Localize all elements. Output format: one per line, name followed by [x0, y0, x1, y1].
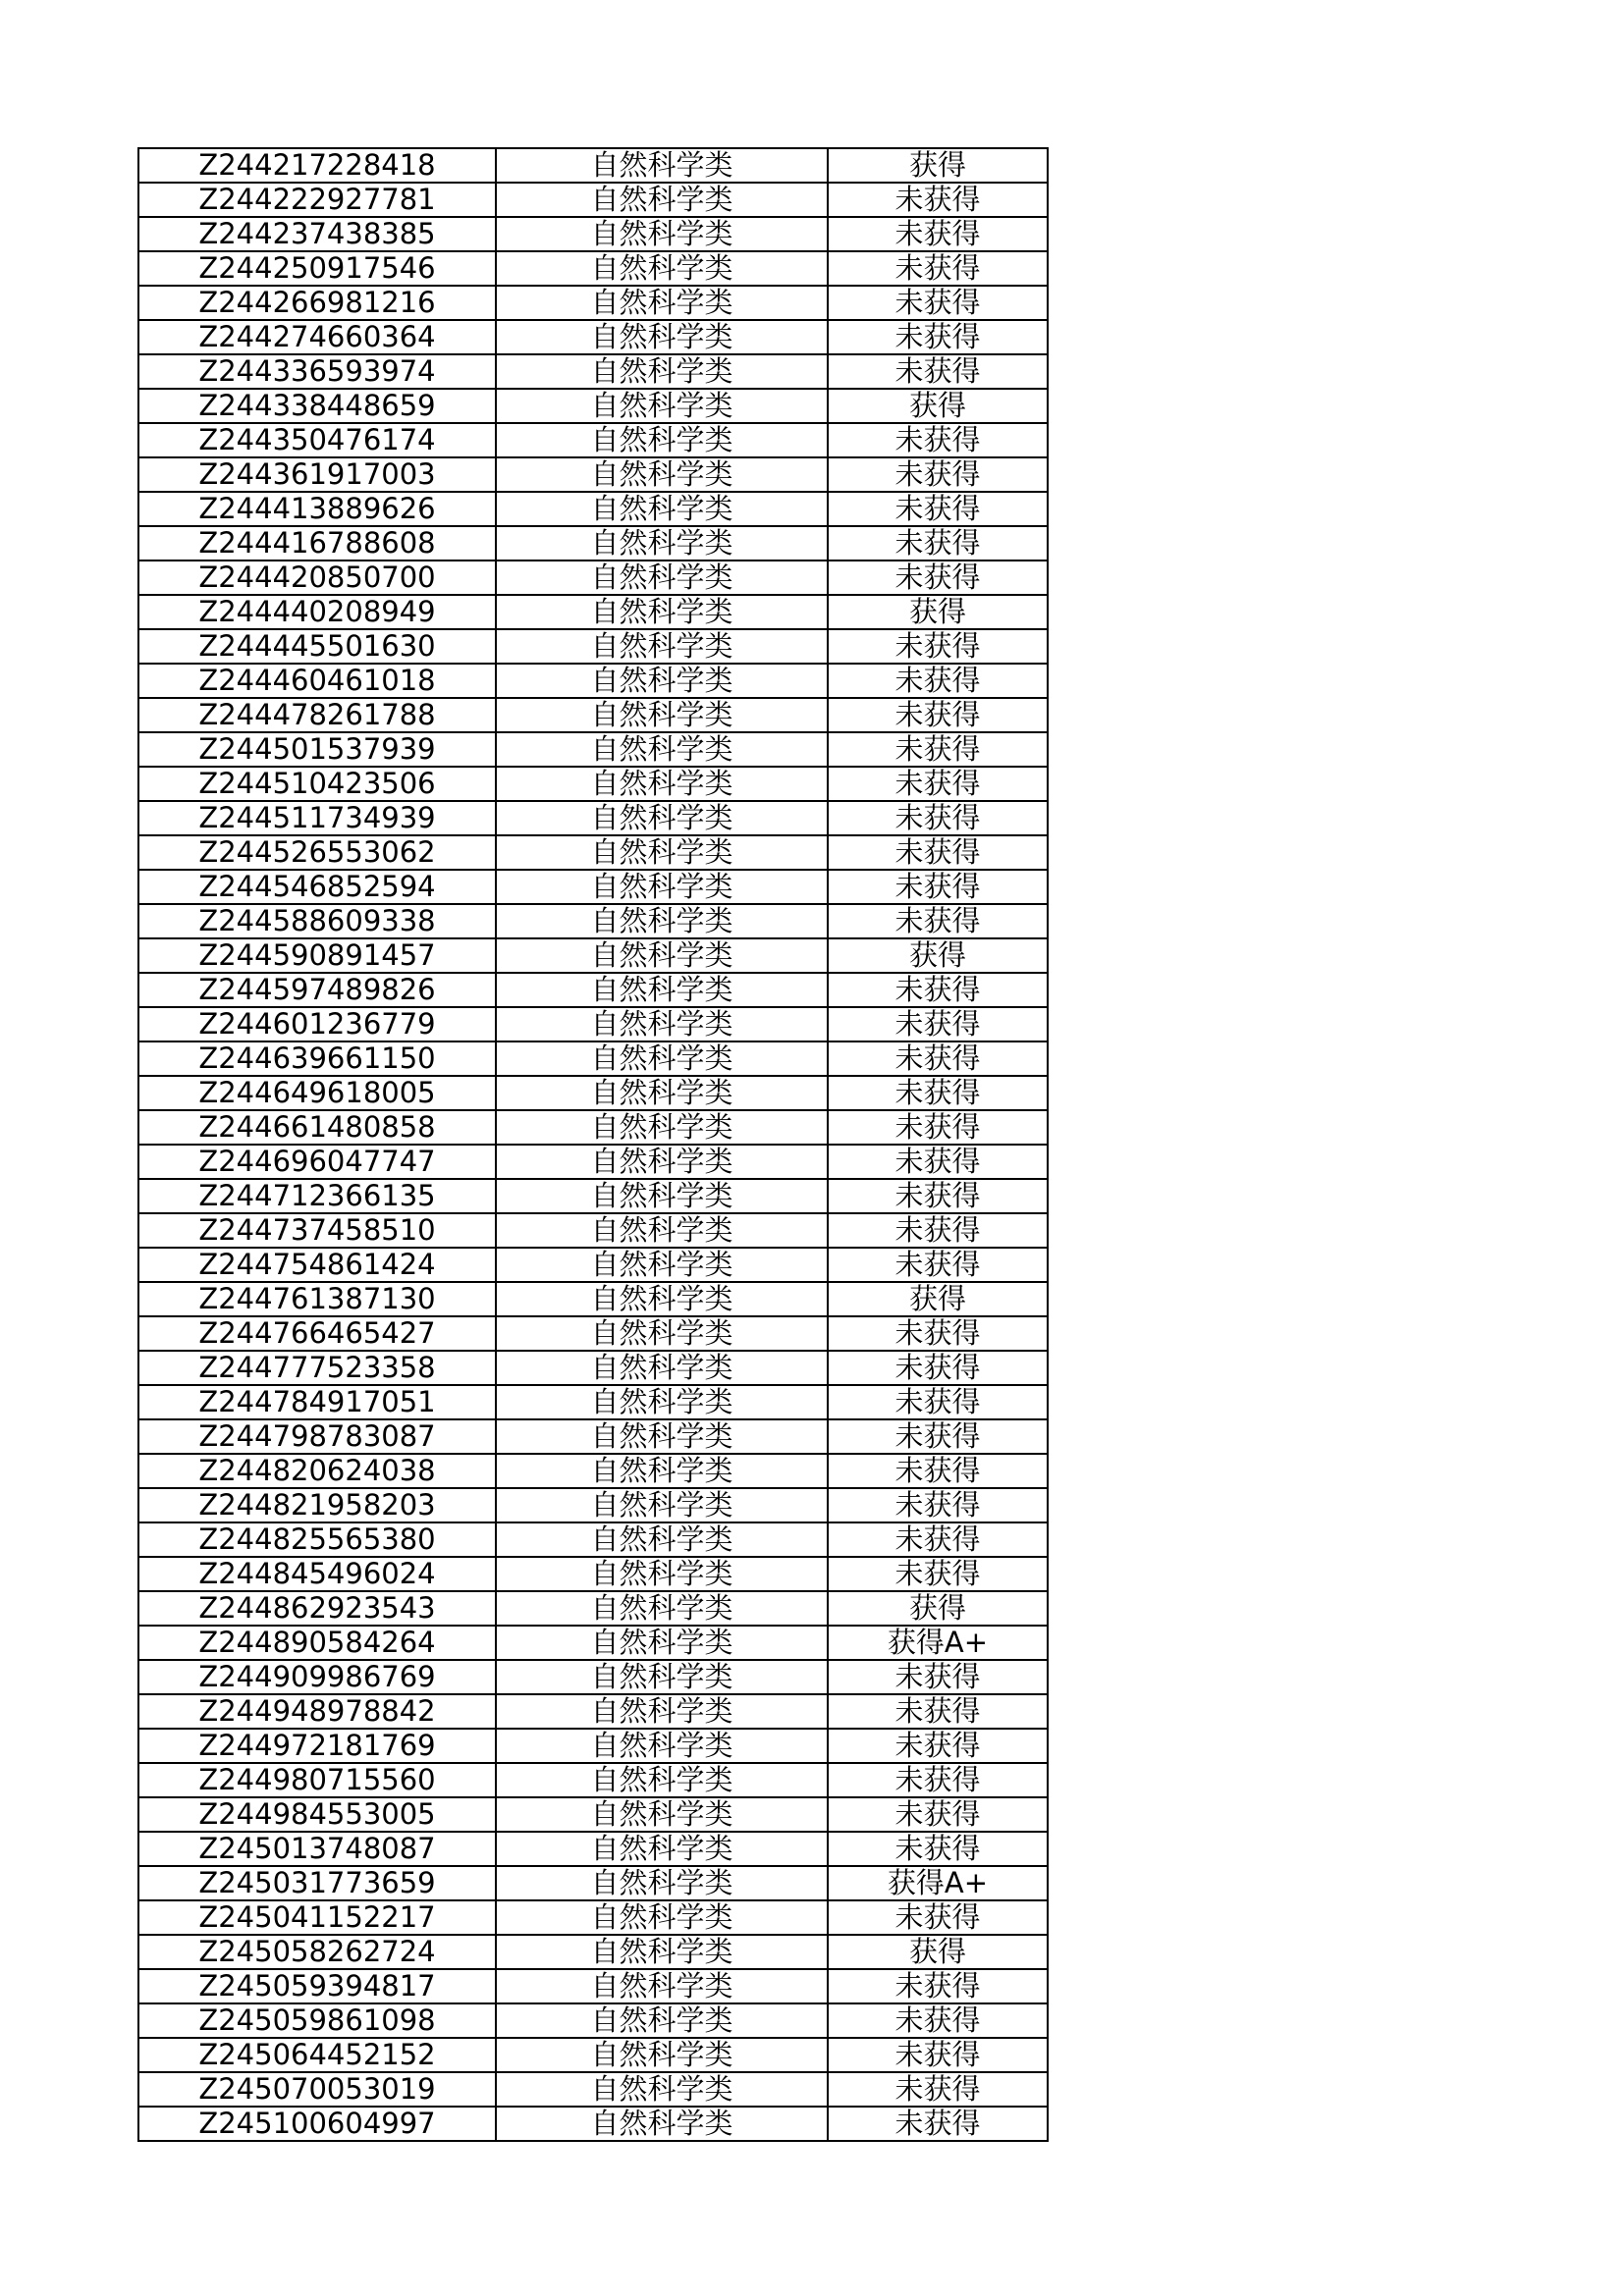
- cell-category: 自然科学类: [496, 183, 828, 217]
- table-row: [138, 1145, 1048, 1179]
- cell-id: Z244777523358: [138, 1351, 496, 1385]
- cell-id: Z245058262724: [138, 1935, 496, 1969]
- cell-id: Z244639661150: [138, 1041, 496, 1076]
- table-row: [138, 423, 1048, 457]
- cell-id: Z244420850700: [138, 561, 496, 595]
- table-row: [138, 354, 1048, 389]
- cell-category: 自然科学类: [496, 1900, 828, 1935]
- cell-id: Z244460461018: [138, 664, 496, 698]
- cell-id: Z245070053019: [138, 2072, 496, 2107]
- cell-category: 自然科学类: [496, 938, 828, 973]
- table-row: [138, 183, 1048, 217]
- cell-id: Z244597489826: [138, 973, 496, 1007]
- table-row: [138, 1213, 1048, 1248]
- cell-result: 未获得: [828, 1145, 1048, 1179]
- table-row: [138, 2072, 1048, 2107]
- cell-category: 自然科学类: [496, 870, 828, 904]
- cell-category: 自然科学类: [496, 1729, 828, 1763]
- cell-result: 未获得: [828, 1763, 1048, 1797]
- cell-id: Z244761387130: [138, 1282, 496, 1316]
- cell-category: 自然科学类: [496, 1282, 828, 1316]
- cell-result: 未获得: [828, 629, 1048, 664]
- cell-result: 未获得: [828, 801, 1048, 835]
- cell-category: 自然科学类: [496, 1522, 828, 1557]
- cell-result: 未获得: [828, 457, 1048, 492]
- cell-category: 自然科学类: [496, 2038, 828, 2072]
- cell-id: Z244890584264: [138, 1626, 496, 1660]
- cell-category: 自然科学类: [496, 2072, 828, 2107]
- table-row: [138, 1351, 1048, 1385]
- cell-id: Z244274660364: [138, 320, 496, 354]
- cell-id: Z244754861424: [138, 1248, 496, 1282]
- cell-category: 自然科学类: [496, 561, 828, 595]
- table-row: [138, 2107, 1048, 2141]
- table-row: [138, 1385, 1048, 1419]
- cell-category: 自然科学类: [496, 526, 828, 561]
- table-row: [138, 1832, 1048, 1866]
- cell-category: 自然科学类: [496, 835, 828, 870]
- cell-category: 自然科学类: [496, 1213, 828, 1248]
- cell-result: 未获得: [828, 1454, 1048, 1488]
- cell-id: Z245031773659: [138, 1866, 496, 1900]
- table-row: [138, 561, 1048, 595]
- cell-result: 获得: [828, 1935, 1048, 1969]
- cell-category: 自然科学类: [496, 148, 828, 183]
- table-row: [138, 698, 1048, 732]
- cell-result: 未获得: [828, 423, 1048, 457]
- table-row: [138, 629, 1048, 664]
- table-row: [138, 457, 1048, 492]
- cell-result: 未获得: [828, 492, 1048, 526]
- cell-category: 自然科学类: [496, 1626, 828, 1660]
- table-row: [138, 1866, 1048, 1900]
- cell-category: 自然科学类: [496, 1969, 828, 2003]
- table-row: [138, 835, 1048, 870]
- cell-result: 获得: [828, 595, 1048, 629]
- cell-category: 自然科学类: [496, 595, 828, 629]
- cell-result: 未获得: [828, 1351, 1048, 1385]
- cell-result: 获得: [828, 389, 1048, 423]
- cell-category: 自然科学类: [496, 1179, 828, 1213]
- table-row: [138, 732, 1048, 767]
- cell-category: 自然科学类: [496, 1660, 828, 1694]
- cell-result: 未获得: [828, 664, 1048, 698]
- cell-result: 未获得: [828, 1488, 1048, 1522]
- cell-id: Z244440208949: [138, 595, 496, 629]
- table-row: [138, 1557, 1048, 1591]
- cell-result: 未获得: [828, 835, 1048, 870]
- cell-result: 获得: [828, 148, 1048, 183]
- cell-id: Z244237438385: [138, 217, 496, 251]
- table-row: [138, 938, 1048, 973]
- cell-id: Z244661480858: [138, 1110, 496, 1145]
- table-row: [138, 526, 1048, 561]
- cell-id: Z244350476174: [138, 423, 496, 457]
- cell-result: 未获得: [828, 1110, 1048, 1145]
- cell-result: 未获得: [828, 2038, 1048, 2072]
- cell-category: 自然科学类: [496, 801, 828, 835]
- cell-category: 自然科学类: [496, 1385, 828, 1419]
- cell-category: 自然科学类: [496, 1454, 828, 1488]
- cell-id: Z244820624038: [138, 1454, 496, 1488]
- table-row: [138, 1935, 1048, 1969]
- table-row: [138, 148, 1048, 183]
- table-row: [138, 1488, 1048, 1522]
- cell-id: Z244416788608: [138, 526, 496, 561]
- cell-id: Z244798783087: [138, 1419, 496, 1454]
- cell-category: 自然科学类: [496, 1557, 828, 1591]
- cell-id: Z244821958203: [138, 1488, 496, 1522]
- cell-id: Z244413889626: [138, 492, 496, 526]
- table-row: [138, 1900, 1048, 1935]
- cell-category: 自然科学类: [496, 1248, 828, 1282]
- table-row: [138, 664, 1048, 698]
- cell-result: 获得A+: [828, 1866, 1048, 1900]
- table-row: [138, 217, 1048, 251]
- cell-result: 未获得: [828, 698, 1048, 732]
- cell-id: Z244478261788: [138, 698, 496, 732]
- table-row: [138, 1041, 1048, 1076]
- cell-id: Z244546852594: [138, 870, 496, 904]
- cell-id: Z244948978842: [138, 1694, 496, 1729]
- table-row: [138, 595, 1048, 629]
- cell-result: 未获得: [828, 320, 1048, 354]
- table-row: [138, 1694, 1048, 1729]
- table-row: [138, 1316, 1048, 1351]
- cell-id: Z245100604997: [138, 2107, 496, 2141]
- table-row: [138, 1626, 1048, 1660]
- cell-id: Z244784917051: [138, 1385, 496, 1419]
- cell-id: Z244909986769: [138, 1660, 496, 1694]
- cell-result: 未获得: [828, 561, 1048, 595]
- cell-category: 自然科学类: [496, 732, 828, 767]
- cell-id: Z244445501630: [138, 629, 496, 664]
- cell-result: 获得: [828, 1282, 1048, 1316]
- table-row: [138, 973, 1048, 1007]
- results-table: [137, 147, 1049, 2142]
- table-row: [138, 389, 1048, 423]
- cell-id: Z244590891457: [138, 938, 496, 973]
- cell-result: 未获得: [828, 1522, 1048, 1557]
- cell-id: Z245059394817: [138, 1969, 496, 2003]
- cell-category: 自然科学类: [496, 217, 828, 251]
- cell-category: 自然科学类: [496, 1419, 828, 1454]
- table-row: [138, 1110, 1048, 1145]
- cell-result: 未获得: [828, 2107, 1048, 2141]
- cell-result: 未获得: [828, 1832, 1048, 1866]
- cell-category: 自然科学类: [496, 1591, 828, 1626]
- cell-id: Z244501537939: [138, 732, 496, 767]
- cell-id: Z244361917003: [138, 457, 496, 492]
- cell-category: 自然科学类: [496, 1351, 828, 1385]
- cell-result: 未获得: [828, 1660, 1048, 1694]
- cell-result: 未获得: [828, 904, 1048, 938]
- cell-id: Z245059861098: [138, 2003, 496, 2038]
- cell-result: 未获得: [828, 286, 1048, 320]
- cell-result: 未获得: [828, 1729, 1048, 1763]
- cell-id: Z244696047747: [138, 1145, 496, 1179]
- cell-result: 获得: [828, 1591, 1048, 1626]
- cell-id: Z244766465427: [138, 1316, 496, 1351]
- cell-category: 自然科学类: [496, 1076, 828, 1110]
- cell-result: 未获得: [828, 354, 1048, 389]
- cell-id: Z244222927781: [138, 183, 496, 217]
- cell-id: Z244338448659: [138, 389, 496, 423]
- cell-result: 未获得: [828, 973, 1048, 1007]
- cell-id: Z245013748087: [138, 1832, 496, 1866]
- table-row: [138, 320, 1048, 354]
- cell-result: 未获得: [828, 1694, 1048, 1729]
- table-row: [138, 492, 1048, 526]
- cell-category: 自然科学类: [496, 1797, 828, 1832]
- cell-id: Z244980715560: [138, 1763, 496, 1797]
- cell-result: 未获得: [828, 1557, 1048, 1591]
- cell-category: 自然科学类: [496, 664, 828, 698]
- cell-category: 自然科学类: [496, 1041, 828, 1076]
- cell-id: Z244250917546: [138, 251, 496, 286]
- cell-category: 自然科学类: [496, 1935, 828, 1969]
- table-row: [138, 1522, 1048, 1557]
- table-row: [138, 1591, 1048, 1626]
- cell-result: 未获得: [828, 1213, 1048, 1248]
- results-table-body: [138, 148, 1048, 2141]
- cell-id: Z244511734939: [138, 801, 496, 835]
- cell-result: 未获得: [828, 1007, 1048, 1041]
- cell-category: 自然科学类: [496, 354, 828, 389]
- table-row: [138, 1419, 1048, 1454]
- cell-category: 自然科学类: [496, 1832, 828, 1866]
- cell-id: Z245064452152: [138, 2038, 496, 2072]
- cell-category: 自然科学类: [496, 1488, 828, 1522]
- cell-result: 未获得: [828, 1248, 1048, 1282]
- cell-result: 未获得: [828, 1969, 1048, 2003]
- cell-id: Z244845496024: [138, 1557, 496, 1591]
- cell-category: 自然科学类: [496, 629, 828, 664]
- cell-category: 自然科学类: [496, 1866, 828, 1900]
- cell-id: Z244825565380: [138, 1522, 496, 1557]
- cell-id: Z244336593974: [138, 354, 496, 389]
- cell-category: 自然科学类: [496, 973, 828, 1007]
- cell-id: Z244984553005: [138, 1797, 496, 1832]
- cell-result: 未获得: [828, 1316, 1048, 1351]
- cell-id: Z244712366135: [138, 1179, 496, 1213]
- table-row: [138, 286, 1048, 320]
- cell-result: 未获得: [828, 183, 1048, 217]
- table-row: [138, 1969, 1048, 2003]
- table-row: [138, 1248, 1048, 1282]
- cell-result: 未获得: [828, 1385, 1048, 1419]
- cell-result: 获得A+: [828, 1626, 1048, 1660]
- cell-result: 未获得: [828, 2003, 1048, 2038]
- table-row: [138, 251, 1048, 286]
- cell-category: 自然科学类: [496, 698, 828, 732]
- cell-category: 自然科学类: [496, 1316, 828, 1351]
- cell-id: Z244737458510: [138, 1213, 496, 1248]
- cell-category: 自然科学类: [496, 1145, 828, 1179]
- table-row: [138, 1763, 1048, 1797]
- cell-category: 自然科学类: [496, 1763, 828, 1797]
- cell-category: 自然科学类: [496, 423, 828, 457]
- cell-id: Z244217228418: [138, 148, 496, 183]
- table-row: [138, 1282, 1048, 1316]
- cell-id: Z244510423506: [138, 767, 496, 801]
- cell-id: Z244862923543: [138, 1591, 496, 1626]
- table-row: [138, 1729, 1048, 1763]
- cell-id: Z244526553062: [138, 835, 496, 870]
- cell-category: 自然科学类: [496, 251, 828, 286]
- cell-result: 未获得: [828, 870, 1048, 904]
- cell-result: 未获得: [828, 526, 1048, 561]
- cell-result: 未获得: [828, 1797, 1048, 1832]
- cell-category: 自然科学类: [496, 286, 828, 320]
- table-row: [138, 2003, 1048, 2038]
- cell-category: 自然科学类: [496, 492, 828, 526]
- table-row: [138, 1454, 1048, 1488]
- cell-id: Z244972181769: [138, 1729, 496, 1763]
- cell-category: 自然科学类: [496, 767, 828, 801]
- cell-result: 未获得: [828, 732, 1048, 767]
- table-row: [138, 767, 1048, 801]
- cell-result: 未获得: [828, 1179, 1048, 1213]
- table-row: [138, 904, 1048, 938]
- cell-category: 自然科学类: [496, 1007, 828, 1041]
- table-row: [138, 1076, 1048, 1110]
- table-row: [138, 2038, 1048, 2072]
- cell-result: 未获得: [828, 1041, 1048, 1076]
- cell-id: Z244649618005: [138, 1076, 496, 1110]
- cell-category: 自然科学类: [496, 904, 828, 938]
- cell-id: Z244588609338: [138, 904, 496, 938]
- cell-category: 自然科学类: [496, 457, 828, 492]
- cell-category: 自然科学类: [496, 1694, 828, 1729]
- cell-result: 未获得: [828, 1076, 1048, 1110]
- cell-id: Z244601236779: [138, 1007, 496, 1041]
- cell-category: 自然科学类: [496, 2107, 828, 2141]
- cell-result: 未获得: [828, 1419, 1048, 1454]
- cell-result: 未获得: [828, 217, 1048, 251]
- cell-result: 未获得: [828, 251, 1048, 286]
- cell-result: 未获得: [828, 1900, 1048, 1935]
- cell-id: Z245041152217: [138, 1900, 496, 1935]
- cell-result: 未获得: [828, 767, 1048, 801]
- cell-category: 自然科学类: [496, 2003, 828, 2038]
- cell-category: 自然科学类: [496, 320, 828, 354]
- cell-result: 获得: [828, 938, 1048, 973]
- table-row: [138, 1007, 1048, 1041]
- cell-category: 自然科学类: [496, 1110, 828, 1145]
- table-row: [138, 1797, 1048, 1832]
- cell-id: Z244266981216: [138, 286, 496, 320]
- table-row: [138, 1660, 1048, 1694]
- table-row: [138, 870, 1048, 904]
- table-row: [138, 801, 1048, 835]
- cell-category: 自然科学类: [496, 389, 828, 423]
- cell-result: 未获得: [828, 2072, 1048, 2107]
- table-row: [138, 1179, 1048, 1213]
